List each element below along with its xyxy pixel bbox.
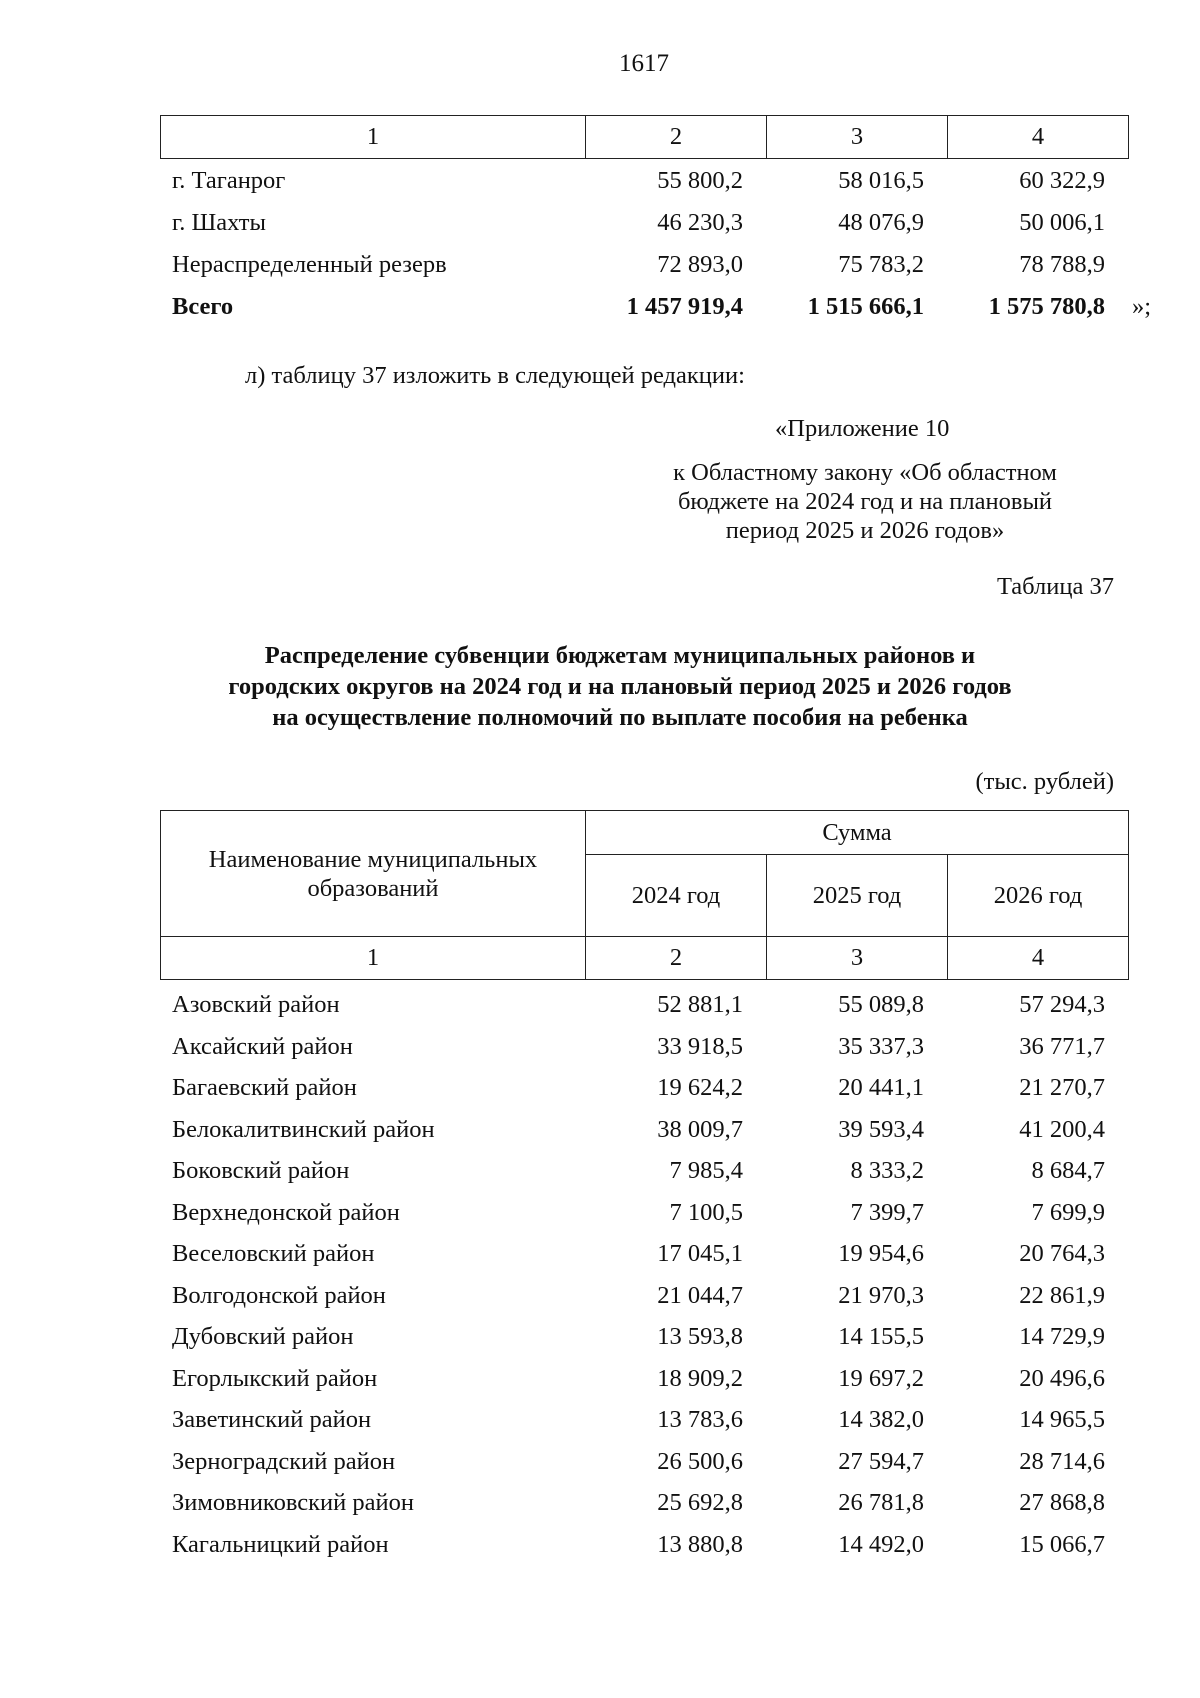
col-number-3: 3 <box>767 937 948 980</box>
row-value-2026: 41 200,4 <box>1019 1115 1105 1143</box>
row-name: Волгодонской район <box>172 1281 386 1309</box>
row-value-2026: 14 729,9 <box>1019 1323 1105 1350</box>
row-value-2024: 13 783,6 <box>657 1406 743 1433</box>
col-number-1: 1 <box>161 937 586 980</box>
row-name: г. Таганрог <box>172 167 286 194</box>
table-row <box>160 209 1200 247</box>
row-value-2025: 21 970,3 <box>838 1281 924 1309</box>
row-value-2025: 48 076,9 <box>838 209 924 236</box>
row-value-2024: 7 100,5 <box>669 1198 743 1226</box>
row-value-2025: 14 155,5 <box>838 1323 924 1350</box>
appendix-title: «Приложение 10 <box>775 415 950 442</box>
table-row <box>160 167 1200 205</box>
row-value-2025: 19 697,2 <box>838 1364 924 1392</box>
appendix-line: к Областному закону «Об областном <box>673 459 1057 486</box>
header-sum: Сумма <box>586 811 1129 855</box>
instruction-text: л) таблицу 37 изложить в следующей редакции: <box>245 362 745 389</box>
table-row <box>160 1116 1200 1154</box>
total-value-2025: 1 515 666,1 <box>807 293 924 320</box>
row-value-2026: 50 006,1 <box>1019 209 1105 236</box>
row-name: Кагальницкий район <box>172 1530 389 1558</box>
main-table-header <box>160 810 1129 980</box>
table-row <box>160 1489 1200 1527</box>
top-col-2: 2 <box>586 116 767 159</box>
table-row <box>160 1323 1200 1361</box>
row-name: Заветинский район <box>172 1406 372 1433</box>
row-value-2025: 14 492,0 <box>838 1530 924 1558</box>
total-value-2026: 1 575 780,8 <box>988 293 1105 320</box>
table-row <box>160 1240 1200 1278</box>
row-value-2024: 13 880,8 <box>657 1530 743 1558</box>
row-value-2024: 13 593,8 <box>657 1323 743 1350</box>
row-value-2026: 28 714,6 <box>1019 1447 1105 1475</box>
top-col-3: 3 <box>767 116 948 159</box>
title-line: городских округов на 2024 год и на плановый период 2025 и 2026 годов <box>228 673 1012 700</box>
row-value-2026: 15 066,7 <box>1019 1530 1105 1558</box>
row-name: Дубовский район <box>172 1323 354 1350</box>
row-value-2024: 55 800,2 <box>657 167 743 194</box>
row-name: Нераспределенный резерв <box>172 251 447 278</box>
table-row <box>160 1448 1200 1486</box>
row-value-2024: 26 500,6 <box>657 1447 743 1475</box>
row-value-2025: 19 954,6 <box>838 1240 924 1267</box>
row-value-2025: 55 089,8 <box>838 991 924 1018</box>
row-value-2024: 25 692,8 <box>657 1489 743 1516</box>
table-row <box>160 1406 1200 1444</box>
top-table-header <box>160 115 1129 159</box>
row-value-2026: 57 294,3 <box>1019 991 1105 1018</box>
table-row <box>160 1282 1200 1320</box>
header-name: Наименование муниципальных образований <box>208 845 538 902</box>
row-value-2026: 22 861,9 <box>1019 1281 1105 1309</box>
row-value-2026: 14 965,5 <box>1019 1406 1105 1433</box>
row-value-2026: 8 684,7 <box>1031 1157 1105 1184</box>
document-title <box>150 640 1090 733</box>
row-value-2024: 17 045,1 <box>657 1240 743 1267</box>
row-value-2025: 39 593,4 <box>838 1115 924 1143</box>
row-value-2025: 27 594,7 <box>838 1447 924 1475</box>
appendix-line: период 2025 и 2026 годов» <box>725 517 1005 544</box>
row-value-2026: 21 270,7 <box>1019 1074 1105 1101</box>
table-row <box>160 991 1200 1029</box>
row-value-2024: 18 909,2 <box>657 1364 743 1392</box>
row-value-2026: 60 322,9 <box>1019 167 1105 194</box>
row-name: Боковский район <box>172 1157 350 1184</box>
row-value-2025: 58 016,5 <box>838 167 924 194</box>
row-value-2026: 36 771,7 <box>1019 1032 1105 1060</box>
header-year-2025: 2025 год <box>767 855 948 937</box>
row-value-2026: 7 699,9 <box>1031 1198 1105 1226</box>
row-name: Верхнедонской район <box>172 1198 400 1226</box>
row-value-2024: 72 893,0 <box>657 251 743 278</box>
row-value-2024: 33 918,5 <box>657 1032 743 1060</box>
row-value-2025: 26 781,8 <box>838 1489 924 1516</box>
total-label: Всего <box>172 293 234 320</box>
row-value-2025: 35 337,3 <box>838 1032 924 1060</box>
row-value-2024: 46 230,3 <box>657 209 743 236</box>
table-row <box>160 1365 1200 1403</box>
row-name: Аксайский район <box>172 1032 353 1060</box>
header-year-2024: 2024 год <box>586 855 767 937</box>
row-value-2025: 7 399,7 <box>850 1198 924 1226</box>
quote-close: »; <box>1132 293 1152 320</box>
table-row <box>160 1157 1200 1195</box>
total-row <box>160 293 1200 331</box>
row-name: Егорлыкский район <box>172 1364 378 1392</box>
table-row <box>160 1199 1200 1237</box>
units-label: (тыс. рублей) <box>975 768 1114 795</box>
row-value-2025: 75 783,2 <box>838 251 924 278</box>
row-value-2024: 19 624,2 <box>657 1074 743 1101</box>
row-value-2026: 27 868,8 <box>1019 1489 1105 1516</box>
col-number-2: 2 <box>586 937 767 980</box>
row-value-2025: 14 382,0 <box>838 1406 924 1433</box>
table-row <box>160 1531 1200 1569</box>
table-row <box>160 251 1200 289</box>
row-name: Азовский район <box>172 991 340 1018</box>
row-name: Белокалитвинский район <box>172 1115 435 1143</box>
row-name: Зерноградский район <box>172 1447 396 1475</box>
table-row <box>160 1033 1200 1071</box>
row-value-2026: 20 496,6 <box>1019 1364 1105 1392</box>
row-name: Багаевский район <box>172 1074 357 1101</box>
row-value-2024: 52 881,1 <box>657 991 743 1018</box>
row-value-2025: 20 441,1 <box>838 1074 924 1101</box>
appendix-reference <box>600 458 1130 545</box>
top-col-4: 4 <box>948 116 1129 159</box>
table-label: Таблица 37 <box>996 573 1114 600</box>
title-line: Распределение субвенции бюджетам муниципальных районов и <box>264 642 976 669</box>
title-line: на осуществление полномочий по выплате пособия на ребенка <box>272 704 968 731</box>
row-value-2024: 21 044,7 <box>657 1281 743 1309</box>
row-value-2025: 8 333,2 <box>850 1157 924 1184</box>
header-name-cell <box>161 811 586 937</box>
total-value-2024: 1 457 919,4 <box>626 293 743 320</box>
table-row <box>160 1074 1200 1112</box>
col-number-4: 4 <box>948 937 1129 980</box>
appendix-line: бюджете на 2024 год и на плановый <box>677 488 1053 515</box>
row-value-2024: 38 009,7 <box>657 1115 743 1143</box>
row-name: Зимовниковский район <box>172 1489 414 1516</box>
page-number: 1617 <box>619 50 669 77</box>
row-name: Веселовский район <box>172 1240 375 1267</box>
row-name: г. Шахты <box>172 209 266 236</box>
row-value-2026: 20 764,3 <box>1019 1240 1105 1267</box>
row-value-2026: 78 788,9 <box>1019 251 1105 278</box>
row-value-2024: 7 985,4 <box>669 1157 743 1184</box>
top-col-1: 1 <box>161 116 586 159</box>
header-year-2026: 2026 год <box>948 855 1129 937</box>
